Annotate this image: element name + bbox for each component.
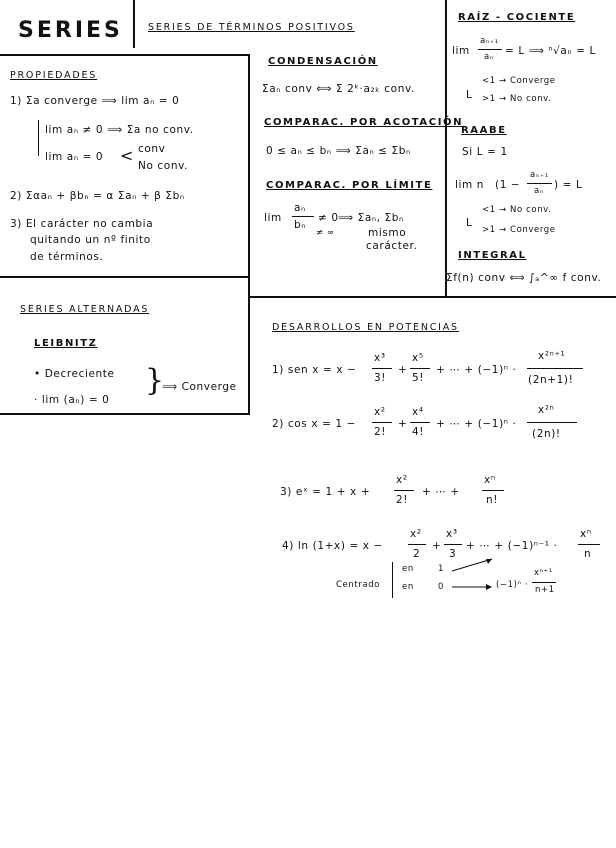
ln-term1-numerator: x² bbox=[410, 528, 422, 540]
integral-formula: Σf(n) conv ⟺ ∫ₐ^∞ f conv. bbox=[446, 272, 602, 284]
exp-term1-bar bbox=[394, 490, 414, 491]
property-1a: lim aₙ ≠ 0 ⟹ Σa no conv. bbox=[45, 124, 194, 136]
raabe-fraction-bar bbox=[527, 183, 552, 184]
property-1b-branch-symbol: < bbox=[120, 146, 135, 165]
raabe-denominator: aₙ bbox=[534, 186, 544, 196]
ratio-greater-than-one: >1 → No conv. bbox=[482, 94, 552, 104]
ln-term2-sign: + bbox=[432, 540, 442, 552]
centrado-en-1: en bbox=[402, 564, 414, 574]
ln-general-denominator: n bbox=[584, 548, 592, 560]
ratio-denominator: aₙ bbox=[484, 52, 494, 62]
exp-term1-denominator: 2! bbox=[396, 494, 409, 506]
ln-general-bar bbox=[578, 544, 600, 545]
raabe-less-than-one: <1 → No conv. bbox=[482, 205, 552, 215]
property-3-line2: quitando un nº finito bbox=[30, 234, 151, 246]
integral-heading: INTEGRAL bbox=[458, 250, 527, 261]
condensacion-heading: CONDENSACIÓN bbox=[268, 56, 378, 67]
limite-denominator: bₙ bbox=[294, 219, 307, 231]
properties-heading: PROPIEDADES bbox=[10, 70, 98, 81]
title-divider-vertical bbox=[133, 0, 135, 48]
property-3-line3: de términos. bbox=[30, 251, 104, 263]
cos-term1-numerator: x² bbox=[374, 406, 386, 418]
property-1: 1) Σa converge ⟹ lim aₙ = 0 bbox=[10, 95, 180, 107]
sin-general-denominator: (2n+1)! bbox=[528, 374, 574, 386]
leibniz-brace: } bbox=[145, 363, 165, 398]
raabe-greater-than-one: >1 → Converge bbox=[482, 225, 556, 235]
sin-term2-bar bbox=[410, 368, 430, 369]
leibniz-result: ⟹ Converge bbox=[162, 381, 237, 393]
ratio-numerator: aₙ₊₁ bbox=[480, 36, 499, 46]
raabe-condition: Si L = 1 bbox=[462, 146, 508, 158]
ln-ellipsis: + ⋯ + (−1)ⁿ⁻¹ · bbox=[466, 540, 558, 552]
power-series-heading: DESARROLLOS EN POTENCIAS bbox=[272, 322, 459, 333]
acotacion-heading: COMPARAC. POR ACOTACIÓN bbox=[264, 117, 464, 128]
leibniz-item-decreasing: • Decreciente bbox=[34, 368, 115, 380]
centrado-val-0: 0 bbox=[438, 582, 445, 592]
sin-term2-sign: + bbox=[398, 364, 408, 376]
ln-term1-denominator: 2 bbox=[413, 548, 421, 560]
property-1-bracket bbox=[38, 120, 40, 156]
ln-term2-bar bbox=[444, 544, 462, 545]
exp-general-numerator: xⁿ bbox=[484, 474, 496, 486]
limite-note-mismo: mismo bbox=[368, 227, 407, 239]
ratio-fraction-bar bbox=[478, 49, 502, 50]
sin-term1-bar bbox=[372, 368, 392, 369]
raabe-L: L bbox=[466, 217, 473, 229]
sin-term1-numerator: x³ bbox=[374, 352, 386, 364]
sin-term2-numerator: x⁵ bbox=[412, 352, 424, 364]
cos-term1-bar bbox=[372, 422, 392, 423]
ratio-lim: lim bbox=[452, 45, 470, 57]
cos-term1-denominator: 2! bbox=[374, 426, 387, 438]
sin-term1-denominator: 3! bbox=[374, 372, 387, 384]
cos-term2-sign: + bbox=[398, 418, 408, 430]
leibniz-item-limit: · lim (aₙ) = 0 bbox=[34, 394, 110, 406]
alternating-box-bottom bbox=[0, 413, 250, 415]
exp-general-bar bbox=[482, 490, 504, 491]
exp-expansion-lhs: 3) eˣ = 1 + x + bbox=[280, 486, 371, 498]
property-3-line1: 3) El carácter no cambia bbox=[10, 218, 154, 230]
cos-general-denominator: (2n)! bbox=[532, 428, 561, 440]
limite-lim: lim bbox=[264, 212, 282, 224]
power-section-top bbox=[250, 296, 616, 298]
sin-expansion-lhs: 1) sen x = x − bbox=[272, 364, 357, 376]
cos-term2-numerator: x⁴ bbox=[412, 406, 424, 418]
centrado-alt-numerator: xⁿ⁺¹ bbox=[534, 568, 553, 578]
leibniz-heading: LEIBNITZ bbox=[34, 338, 98, 349]
positive-series-heading: SERIES DE TÉRMINOS POSITIVOS bbox=[148, 22, 355, 33]
cos-general-bar bbox=[527, 422, 577, 423]
limite-numerator: aₙ bbox=[294, 202, 306, 214]
exp-term1-numerator: x² bbox=[396, 474, 408, 486]
exp-ellipsis: + ⋯ + bbox=[422, 486, 460, 498]
cos-expansion-lhs: 2) cos x = 1 − bbox=[272, 418, 357, 430]
centrado-alt-denominator: n+1 bbox=[535, 585, 555, 595]
centrado-arrows bbox=[448, 555, 498, 595]
raabe-open: (1 − bbox=[495, 179, 521, 191]
raabe-heading: RAABE bbox=[461, 125, 507, 136]
raabe-numerator: aₙ₊₁ bbox=[530, 170, 549, 180]
alternating-heading: SERIES ALTERNADAS bbox=[20, 304, 150, 315]
sin-general-bar bbox=[527, 368, 583, 369]
centrado-en-0: en bbox=[402, 582, 414, 592]
ln-term2-numerator: x³ bbox=[446, 528, 458, 540]
limite-neq-infinity: ≠ ∞ bbox=[316, 228, 335, 238]
sin-ellipsis: + ⋯ + (−1)ⁿ · bbox=[436, 364, 517, 376]
properties-box-right bbox=[248, 54, 250, 414]
centrado-alt-expr: (−1)ⁿ · bbox=[496, 580, 529, 590]
limite-result: ⟹ Σaₙ, Σbₙ bbox=[338, 212, 404, 224]
cos-ellipsis: + ⋯ + (−1)ⁿ · bbox=[436, 418, 517, 430]
properties-box-bottom bbox=[0, 276, 250, 278]
sin-term2-denominator: 5! bbox=[412, 372, 425, 384]
acotacion-formula: 0 ≤ aₙ ≤ bₙ ⟹ Σaₙ ≤ Σbₙ bbox=[266, 145, 411, 157]
ratio-heading: RAÍZ - COCIENTE bbox=[458, 12, 576, 23]
ln-expansion-lhs: 4) ln (1+x) = x − bbox=[282, 540, 383, 552]
ratio-rhs: = L ⟹ ⁿ√aₙ = L bbox=[505, 45, 596, 57]
ln-term1-bar bbox=[408, 544, 426, 545]
cos-general-numerator: x²ⁿ bbox=[538, 404, 555, 416]
centrado-alt-bar bbox=[532, 582, 556, 583]
property-1b-noconv: No conv. bbox=[138, 160, 189, 172]
ln-term2-denominator: 3 bbox=[449, 548, 457, 560]
limite-note-caracter: carácter. bbox=[366, 240, 418, 252]
limite-fraction-bar bbox=[292, 216, 314, 217]
cos-term2-denominator: 4! bbox=[412, 426, 425, 438]
raabe-rest: ) = L bbox=[554, 179, 583, 191]
properties-box-top bbox=[0, 54, 250, 56]
ratio-less-than-one: <1 → Converge bbox=[482, 76, 556, 86]
page-title: SERIES bbox=[18, 18, 123, 43]
sin-general-numerator: x²ⁿ⁺¹ bbox=[538, 350, 566, 362]
property-1b: lim aₙ = 0 bbox=[45, 151, 104, 163]
cos-term2-bar bbox=[410, 422, 430, 423]
ratio-column-divider bbox=[445, 0, 447, 296]
ratio-L: L bbox=[466, 89, 473, 101]
property-2: 2) Σαaₙ + βbₙ = α Σaₙ + β Σbₙ bbox=[10, 190, 185, 202]
centrado-val-1: 1 bbox=[438, 564, 445, 574]
property-1b-conv: conv bbox=[138, 143, 166, 155]
limite-heading: COMPARAC. POR LÍMITE bbox=[266, 180, 433, 191]
exp-general-denominator: n! bbox=[486, 494, 499, 506]
centrado-label: Centrado bbox=[336, 580, 380, 590]
raabe-lim: lim n bbox=[455, 179, 485, 191]
limite-neq-zero: ≠ 0 bbox=[318, 212, 339, 224]
ln-general-numerator: xⁿ bbox=[580, 528, 592, 540]
condensacion-formula: Σaₙ conv ⟺ Σ 2ᵏ·a₂ₖ conv. bbox=[262, 83, 415, 95]
centrado-divider bbox=[392, 562, 394, 598]
